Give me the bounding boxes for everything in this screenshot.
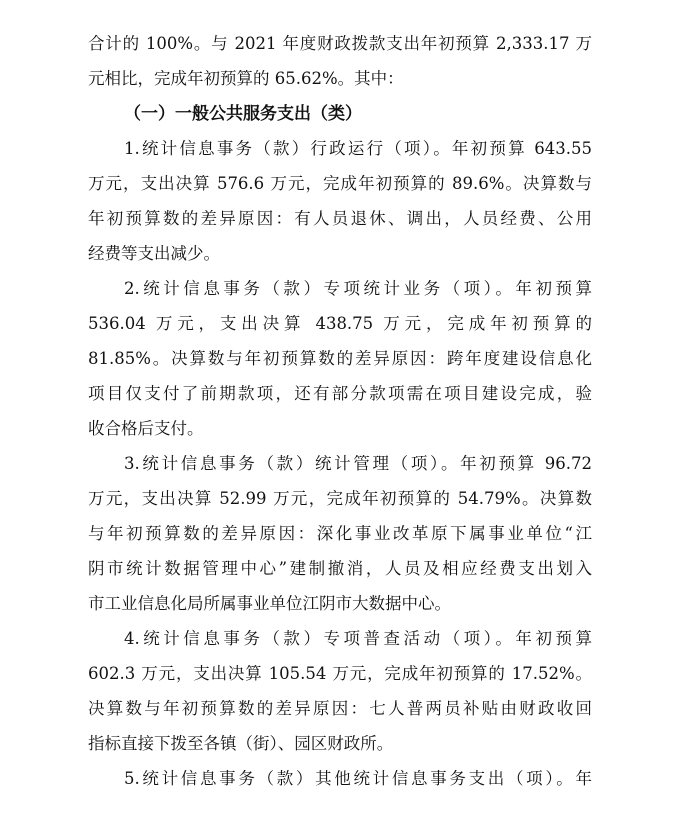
text-line: 81.85%。决算数与年初预算数的差异原因：跨年度建设信息化	[88, 349, 592, 368]
text-line: 项目仅支付了前期款项，还有部分款项需在项目建设完成，验	[88, 384, 592, 403]
paragraph-first-line: 1.统计信息事务（款）行政运行（项）。年初预算 643.55	[124, 139, 592, 158]
text-line: 阴市统计数据管理中心”建制撤消，人员及相应经费支出划入	[88, 559, 592, 578]
text-line: 决算数与年初预算数的差异原因：七人普两员补贴由财政收回	[88, 699, 592, 718]
text-line: 市工业信息化局所属事业单位江阴市大数据中心。	[88, 594, 451, 613]
text-line: 合计的 100%。与 2021 年度财政拨款支出年初预算 2,333.17 万	[88, 34, 592, 53]
text-line: 万元，支出决算 576.6 万元，完成年初预算的 89.6%。决算数与	[88, 174, 592, 193]
text-line: 收合格后支付。	[88, 419, 204, 438]
text-line: 经费等支出减少。	[88, 244, 220, 263]
text-line: 与年初预算数的差异原因：深化事业改革原下属事业单位“江	[88, 524, 592, 543]
text-line: 指标直接下拨至各镇（街）、园区财政所。	[88, 734, 394, 753]
text-line: 元相比，完成年初预算的 65.62%。其中：	[88, 69, 404, 88]
paragraph-first-line: 3.统计信息事务（款）统计管理（项）。年初预算 96.72	[124, 454, 592, 473]
text-line: 万元，支出决算 52.99 万元，完成年初预算的 54.79%。决算数	[88, 489, 592, 508]
text-line: 602.3 万元，支出决算 105.54 万元，完成年初预算的 17.52%。	[88, 664, 592, 683]
paragraph-first-line: 4.统计信息事务（款）专项普查活动（项）。年初预算	[124, 629, 592, 648]
paragraph-first-line: 5.统计信息事务（款）其他统计信息事务支出（项）。年	[124, 769, 592, 788]
paragraph-first-line: 2.统计信息事务（款）专项统计业务（项）。年初预算	[124, 279, 592, 298]
text-line: 536.04 万元，支出决算 438.75 万元，完成年初预算的	[88, 314, 592, 333]
text-line: 年初预算数的差异原因：有人员退休、调出，人员经费、公用	[88, 209, 592, 228]
section-heading: （一）一般公共服务支出（类）	[124, 104, 362, 124]
